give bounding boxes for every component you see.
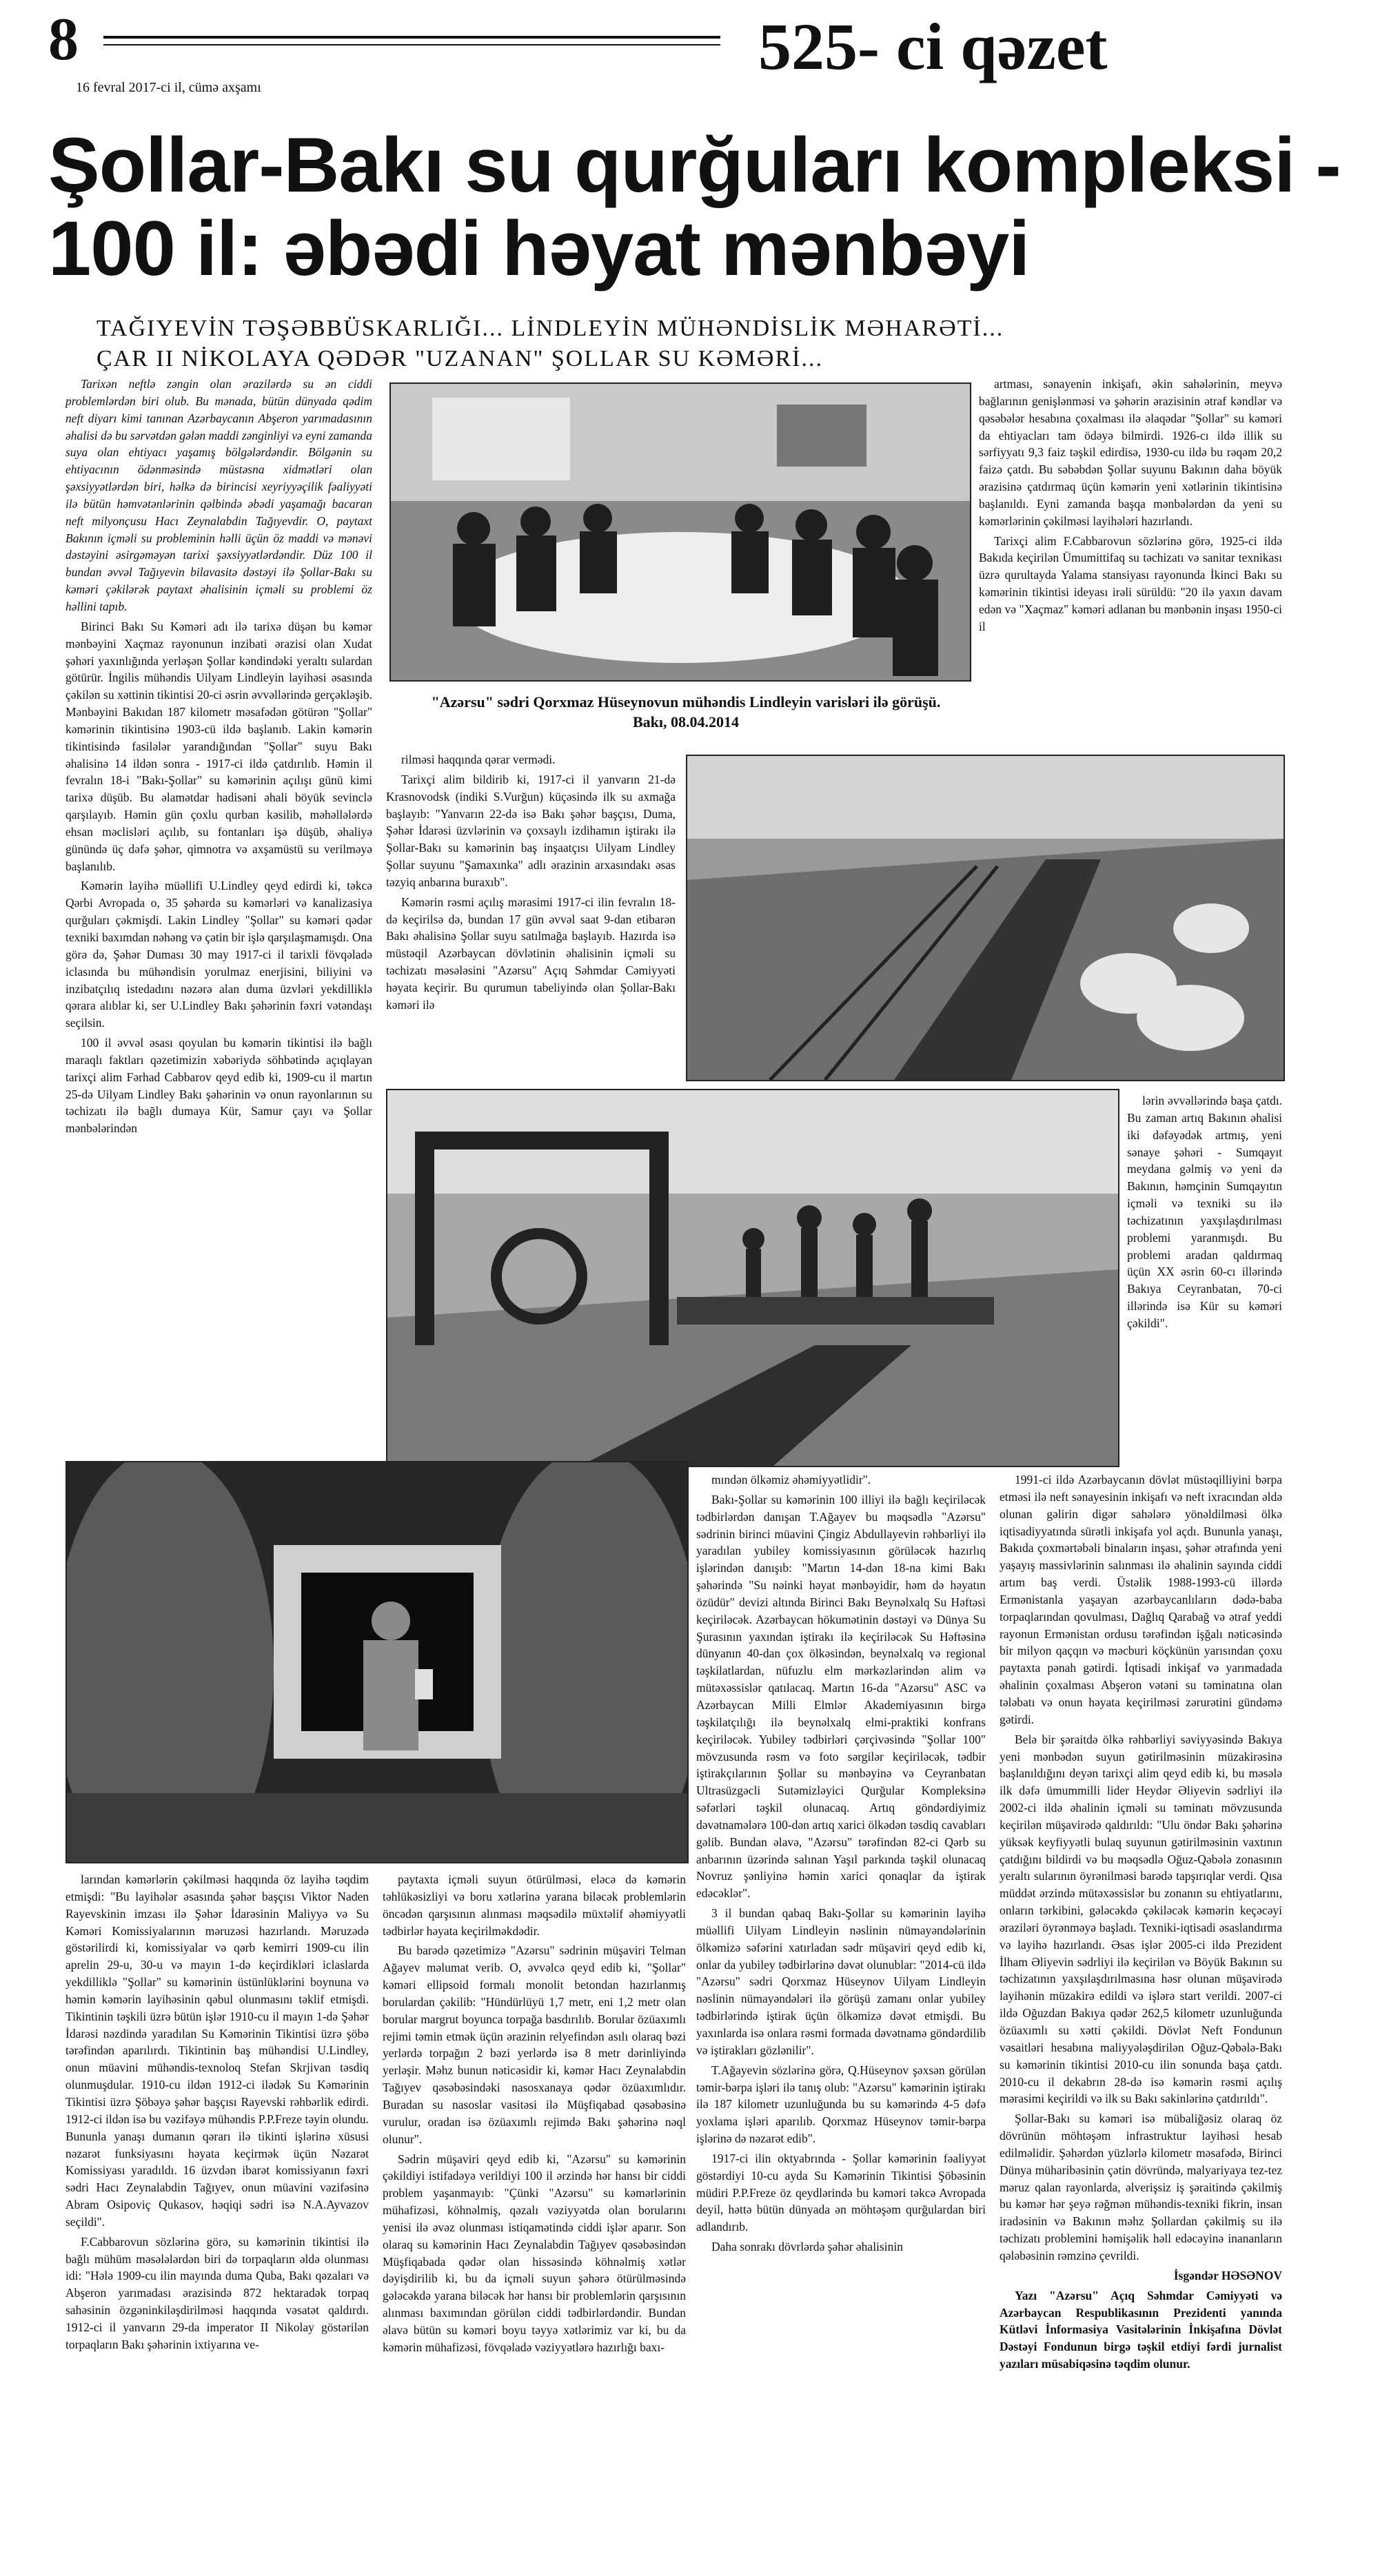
paragraph: lərin əvvəllərində başa çatdı. Bu zaman artıq Bakının əhalisi iki dəfəyədək artmış, yeni sənaye şəhəri - Sumqayıt meydana gəlmiş və yeni də Bakının, həmçinin Sumqayıtın içməli və texniki su ilə təchizatının yaxşılaşdırılması problemi yaranmışdı. Bu problemi aradan qaldırmaq üçün XX əsrin 60-cı illərində Bakıya Ceyranbatan, 70-ci illərində isə Kür su kəməri çəkildi".: [1127, 1094, 1282, 1330]
paragraph: Şollar-Bakı su kəməri isə mübaliğəsiz olaraq öz dövrünün möhtəşəm infrastruktur layihəsi hesab edilməlidir. Şəhərdən yüzlərlə kilometr məsafədə, Birinci Dünya müharibəsinin çətin dövründə, malyariyaya tez-tez məruz qalan rayonlarda, əlverişsiz iş şəraitində çəkilmiş bu kəmər hər şeyə rəğmən mühəndis-texniki fikrin, insan iradəsinin və Bakının məhz Şollardan çəkilmiş su ilə təchizatı problemini həmişəlik həll edəcəyinə inananların qələbəsinin rəmzinə çevrildi.: [1000, 2112, 1282, 2262]
workers-photo-image: [387, 1090, 1118, 1466]
photo-tunnel-worker: [65, 1461, 689, 1863]
column-5: [383, 1871, 686, 2550]
article-subhead: [97, 314, 1172, 374]
paragraph: larından kəmərlərin çəkilməsi haqqında öz layihə təqdim etmişdi: "Bu layihələr əsasında şəhər başçısı Viktor Naden Rayevskinin imzası ilə Şəhər İdarəsinin Maliyyə və Su Kəməri Komissiyalarının məruzəsi hazırlandı. Məruzədə göstərilirdi ki, komissiyalar və qərb kemirri 1909-cu ilin aprelin 29-u, 30-u və mayın 1-də keçirdikləri iclaslarda yekdilliklə "Şollar" su kəmərinin üstünlüklərini boynuna və həmin kəmərin layihəsinin qəbul olunmasını təklif etmişdi. Tikintinin təşkili üzrə bütün işlər 1910-cu il mayın 1-də Şəhər İdarəsi nəzdində yaradılan Su Kəmərinin Tikintisi üzrə şöbə tərəfindən aparılırdı. Tikintinin baş mühəndisi U.Lindley, onun müavini mühəndis-texnoloq Stefan Skrjivan təsdiq olunmuşdular. 1910-cu ildən 1912-ci ilədək Su Kəmərinin Tikintisi üzrə Şöbəyə şəhər başçısı Rayevski rəhbərlik edirdi. 1912-ci ildən isə bu vəzifəyə mühəndis P.P.Freze təyin olundu. Bununla yanaşı dumanın qərarı ilə tikinti işlərinə xüsusi nəzarət funksiyasını həyata keçirmək üçün Nəzarət Komissiyası yaradıldı. 16 üzvdən ibarət komissiyanın fəxri sədri Hacı Zeynalabdin Tağıyev, onun müavini vəzifəsinə Abram Osipoviç Qukasov, həqiqi sədri isə N.A.Ayvazov seçildi".: [65, 1872, 369, 2229]
paragraph: Tarixçi alim bildirib ki, 1917-ci il yanvarın 21-də Krasnovodsk (indiki S.Vurğun) küçəsində ilk su axmağa başlayıb: "Yanvarın 22-də isə Bakı şəhər başçısı, Duma, Şəhər İdarəsi üzvlərinin və çoxsaylı izdihamın iştirakı ilə Şollar-Bakı su kəmərinin baş inşaatçısı Uilyam Lindley Şollar suyunu "Şamaxınka" adlı ərazinin arxasındakı əsas təzyiq anbarına buraxıb".: [386, 772, 676, 889]
column-4: [65, 1871, 369, 2550]
paragraph: 1991-ci ildə Azərbaycanın dövlət müstəqilliyini bərpa etməsi ilə neft sənayesinin inkişafı və neft ixracından əldə olunan gəlirin digər sahələrə yönəldilməsi ölkə iqtisadiyyatında sürətli inkişafa yol açdı. Bununla yanaşı, Bakıda çoxmərtəbəli binaların inşası, şəhər ətrafında yeni yaşayış massivlərinin salınması ilə əhalinin sayında ciddi artım baş verdi. Üstəlik 1988-1993-cü illərdə Ermənistanla yaşayan azərbaycanlıların dədə-baba torpaqlarından qovulması, Dağlıq Qarabağ və ətraf yeddi rayonun Ermənistan ordusu tərəfindən işğalı nəticəsində bir milyon qaçqın və məcburi köçkünün yarısından çoxu paytaxta pənah gətirdi. İqtisadi inkişaf və yarımadada əhalinin çoxalması Abşeron vətəni su təminatına olan tələbatı və onun həyata keçirilməsi zərurətini gündəmə gətirdi.: [1000, 1473, 1282, 1726]
article-footnote: Yazı "Azərsu" Açıq Səhmdar Cəmiyyəti və Azərbaycan Respublikasının Prezidenti yanında Kütləvi İnformasiya Vasitələrinin İnkişafına Dövlət Dəstəyi Fondunun birgə təşkil etdiyi fərdi jurnalist yazıları müsabiqəsinə təqdim olunur.: [1000, 2288, 1282, 2371]
paragraph: Sədrin müşaviri qeyd edib ki, "Azərsu" su kəmərinin çəkildiyi istifadəyə verildiyi 100 il ərzində hər hansı bir ciddi problem yaşanmayıb: "Çünki "Azərsu" su kəmərlərinin mühafizəsi, köhnəlmiş, qəzalı vəziyyətdə olan borularını yenisi ilə əvəz olunması istiqamətində ciddi işlər aparır. Son olaraq su kəmərinin Hacı Zeynalabdin Tağıyev qəsəbəsindən Müşfiqabada qədər olan hissəsində köhnəlmiş xətlər dəyişdirilib ki, bu da içməli suyun şəhərə ötürülməsində gələcəkdə yarana biləcək hər hansı bir problemlərin qarşısının alınması baxımından görülən ciddi tədbirlərdəndir. Bundan əlavə bütün su kəməri boyu təyyə xətlərimiz var ki, bu da kəmərin mühafizəsi, fövqəladə vəziyyətlərə hazırlığı baxı-: [383, 2151, 686, 2354]
photo-workers-machinery: [386, 1089, 1119, 1467]
header-rule: [103, 36, 720, 39]
photo-meeting: [389, 382, 971, 682]
paragraph: Bakı-Şollar su kəmərinin 100 illiyi ilə bağlı keçiriləcək tədbirlərdən danışan T.Ağayev bu məqsədlə "Azərsu" sədrinin birinci müavini Çingiz Abdullayevin rəhbərliyi ilə yaradılan yubiley komissiyasının görüləcək hazırlıq işlərindən danışıb: "Martın 14-dən 18-na kimi Bakı şəhərində "Su nəinki həyat mənbəyidir, həm də həyatın özüdür" devizi altında Birinci Bakı Beynəlxalq Su Həftəsi keçiriləcək. Azərbaycan hökumətinin dəstəyi və Dünya Su Şurasının yaxından iştirakı ilə keçiriləcək Su Həftəsinə dünyanın 40-dan çox ölkəsindən, beynəlxalq və regional təşkilatlardan, nüfuzlu elm mərkəzlərindən alim və mütəxəssislər qatılacaq. Martın 16-da "Azərsu" ASC və Azərbaycan Milli Elmlər Akademiyasının birgə təşkilatçılığı ilə beynəlxalq elmi-praktiki konfrans keçiriləcək. Yubiley tədbirləri çərçivəsində "Şollar 100" mövzusunda rəsm və foto sərgilər keçiriləcək, tədbir iştirakçılarının Şollar su mənbəyinə və Ceyranbatan Ultrasüzgəcli Sutəmizləyici Qurğular Kompleksinə səfərləri təşkil olunacaq. Artıq göndərdiyimiz dəvətnamələrə 100-dən artıq xarici ölkədən təsdiq cavabları gəlib. Bundan əlavə, "Azərsu" tərəfindən 82-ci Qərb su anbarının üzərində salınan Yaşıl parkında təşkil olunacaq Novruz şənliyinə həmin xarici qonaqlar da iştirak edəcəklər".: [696, 1492, 986, 1901]
article-intro: Tarixən neftlə zəngin olan ərazilərdə su ən ciddi problemlərdən biri olub. Bu mənada, bütün dünyada qədim neft diyarı kimi tanınan Azərbaycanın Abşeron yarımadasının əhalisi də bu sərvətdən gələn maddi zənginliyi və eyni zamanda suya olan ehtiyacı yaşamış bölgələrdəndir. Bölgənin su ehtiyacının ödənməsində müstəsna xidmətləri olan şəxsiyyətlərdən biri, həlkə də birincisi xeyriyyəçilik fəaliyyəti ilə bütün həmvətənlərinin qəlbində əbədi yaşamağı bacaran neft milyonçusu Hacı Zeynalabdin Tağıyevdir. O, paytaxt Bakının içməli su probleminin həlli üçün öz maddi və mənəvi dəstəyini əsirgəməyən tarixi şəxsiyyətlərdəndir. Düz 100 il bundan əvvəl Tağıyevin bilavasitə dəstəyi ilə Şollar-Bakı su kəməri çəkilərək paytaxt əhalisinin içməli su problemi öz həllini tapıb.: [65, 377, 372, 613]
tunnel-photo-image: [67, 1462, 687, 1862]
paragraph: Daha sonrakı dövrlərdə şəhər əhalisinin: [711, 2240, 903, 2254]
article-headline: Şollar-Bakı su qurğuları kompleksi - 100 il: əbədi həyat mənbəyi: [48, 122, 1341, 292]
trench-photo-image: [687, 756, 1284, 1080]
paragraph: T.Ağayevin sözlərinə görə, Q.Hüseynov şəxsən görülən təmir-bərpa işləri ilə tanış olub: "Azərsu" kəmərinin iştirakı ilə 187 kilometr uzunluğunda bu su kəmərində 4-5 dəfə yoxlama işləri aparılıb. Qorxmaz Hüseynov təmir-bərpa işlərinə də nəzarət edib".: [696, 2063, 986, 2146]
meeting-photo-image: [391, 384, 970, 680]
column-2b: [696, 1471, 986, 2546]
paragraph: F.Cabbarovun sözlərinə görə, su kəmərinin tikintisi ilə bağlı mühüm məsələlərdən biri də torpaqların əldə olunması idi: "Hələ 1909-cu ilin mayında duma Quba, Bakı qəzaları və Abşeron yarımadası ərazisində 872 hektaradək torpaq sahəsinin özgəninkiləşdirilməsi haqqında vəsatət qaldırdı. 1912-ci il yanvarın 29-da imperator II Nikolay göstərilən torpaqların Bakı şəhərinin ixtiyarına ve-: [65, 2234, 369, 2351]
paragraph: Tarixçi alim F.Cabbarovun sözlərinə görə, 1925-ci ildə Bakıda keçirilən Ümumittifaq su təchizatı və sanitar texnikası üzrə qurultayda Yalama stansiyası rayonunda İkinci Bakı su kəmərinin tikintisi ideyası irəli sürüldü: "20 ilə yaxın davam edən və "Xaçmaz" kəməri adlanan bu mənbənin inşası 1950-ci il: [979, 533, 1282, 633]
column-3: [979, 376, 1282, 755]
subhead-line-2: ÇAR II NİKOLAYA QƏDƏR "UZANAN" ŞOLLAR SU KƏMƏRİ...: [97, 345, 823, 371]
photo-caption: "Azərsu" sədri Qorxmaz Hüseynovun mühəndis Lindleyin varisləri ilə görüşü. Bakı, 08.04.2014: [431, 693, 941, 730]
paragraph: rilməsi haqqında qərar vermədi.: [401, 753, 556, 766]
subhead-line-1: TAĞIYEVİN TƏŞƏBBÜSKARLIĞI... LİNDLEYİN MÜHƏNDİSLİK MƏHARƏTİ...: [97, 316, 1004, 341]
column-3-lower: [1000, 1471, 1282, 2546]
paragraph: Bu barədə qəzetimizə "Azərsu" sədrinin müşaviri Telman Ağayev məlumat verib. O, əvvəlcə qeyd edib ki, "Şollar" kəməri ellipsoid formalı monolit betondan hazırlanmış borulardan çəkilib: "Hündürlüyü 1,7 metr, eni 1,2 metr olan borular margrut boyunca torpağa basdırılıb. Borular özüaxımlı rejimi təmin etmək üçün ərazinin relyefindən asılı olaraq bəzi yerlərdə torpağın 2 bəzi yerlərdə isə 8 metr dərinliyində yerləşir. Məhz bunun nəticəsidir ki, kəmər Hacı Zeynalabdin Tağıyev qəsəbəsindəki nasosxanaya qədər özüaxımlıdır. Buradan su nasoslar vasitəsi ilə Müşfiqabad qəsəbəsinə vurulur, oradan isə özüaxımlı rejimdə Bakı şəhərinə nəql olunur".: [383, 1943, 686, 2146]
photo-pipeline-trench: [686, 755, 1285, 1081]
author-signature: İsgəndər HƏSƏNOV: [1173, 2268, 1282, 2282]
column-3-continued: [1127, 1092, 1282, 1464]
paragraph: 3 il bundan qabaq Bakı-Şollar su kəmərinin layihə müəllifi Uilyam Lindleyin nəslinin nümayəndələrinin ölkəmizə səfərini xatırladan sədr müşaviri qeyd edib ki, onlar da yubiley tədbirlərinə dəvət olunublar: "2014-cü ildə "Azərsu" sədri Qorxmaz Hüseynov Uilyam Lindleyin nəslinin nümayəndələri ilə görüşü zamanı onlar yubiley tədbirlərində iştirak üçün ölkəmizə dəvət etmişdi. Bu yaxınlarda isə onlara rəsmi formada dəvətnamə göndərdilib və iştirakları gözlənilir".: [696, 1906, 986, 2057]
newspaper-name: 525- ci qəzet: [758, 10, 1108, 83]
paragraph: Belə bir şəraitdə ölkə rəhbərliyi səviyyəsində Bakıya yeni mənbədən suyun gətirilməsinin müzakirəsinə başlanıldığını deyən tarixçi alim qeyd edib ki, bu məsələ ilk dəfə ümummilli lider Heydər Əliyevin sədrliyi ilə 2002-ci ildə əhalinin içməli su təminatı mövzusunda keçirilən müşavirədə qaldırıldı: "Ulu öndər Bakı şəhərinə yüksək keyfiyyətli bulaq suyunun gətirilməsinin vaxtının çatdığını bildirdi və bu məqsədlə Oğuz-Qəbələ zonasının yeraltı sularının öyrənilməsi barədə tapşırıqlar verdi. Qısa müddət ərzində mütəxəssislər bu zonanın su ehtiyatlarını, onların tərkibini, gələcəkdə çəkiləcək kəmərin keçəcəyi əraziləri öyrənməyə başladı. Texniki-iqtisadi əsaslandırma və layihə hazırlandı. Əsas işlər 2005-ci ildə Prezident İlham Əliyevin sədrliyi ilə keçirilən və Böyük Bakının su təchizatının yaxşılaşdırılmasına həsr olunan müşavirədə layihənin müzakirə edildi və işlərə start verildi. 2007-ci ildə Oğuzdan Bakıya qədər 262,5 kilometr uzunluğunda özüaxımlı su xətti çəkildi. Dövlət Neft Fondunun vəsaitləri hesabına maliyyələşdirilən Oğuz-Qəbələ-Bakı su kəmərinin tikintisi 2010-cu ilin sonunda başa çatdı. 2010-cu il dekabrın 28-də isə kəmərin rəsmi açılış mərasimi keçirildi və ilk su Bakı sakinlərinə çatdırıldı".: [1000, 1732, 1282, 2106]
paragraph: Kəmərin layihə müəllifi U.Lindley qeyd edirdi ki, təkcə Qərbi Avropada o, 35 şəhərdə su kəmərləri və kanalizasiya qurğuları çəkmişdi. Lakin Lindley "Şollar" su kəməri qədər texniki baxımdan nəhəng və çətin bir işlə qarşılaşmamışdı. Ona görə də, Şəhər Duması 30 may 1917-ci il tarixli fövqəladə iclasında bu mühəndisin yorulmaz enerjisini, biliyini və inzibatçılıq istedadını nəzərə alan duma üzvləri yekdilliklə qərara alıblar ki, ser U.Lindley Bakı şəhərinin fəxri vətəndaşı seçilsin.: [65, 879, 372, 1030]
paragraph: 100 il əvvəl əsası qoyulan bu kəmərin tikintisi ilə bağlı maraqlı faktları qəzetimizin xəbəriydə söhbətində açıqlayan tarixçi alim Fərhad Cabbarov qeyd edib ki, 1909-cu il martın 25-də Uilyam Lindley Bakı şəhərinin və onun rayonlarının su təchizatı ilə bağlı dumaya Kür, Samur çayı və Şollar mənbələrindən: [65, 1036, 372, 1136]
paragraph: paytaxta içməli suyun ötürülməsi, eləcə də kəmərin təhlükəsizliyi və boru xətlərinə yarana biləcək problemlərin öncədən qarşısının alınması məqsədilə müxtəlif əhəmiyyətli tədbirlər həyata keçirilməkdədir.: [383, 1872, 686, 1938]
paragraph: Birinci Bakı Su Kəməri adı ilə tarixə düşən bu kəmər mənbəyini Xaçmaz rayonunun inzibati ərazisi olan Xudat şəhəri yaxınlığında yerləşən Şollar kəndindəki yeraltı sulardan götürür. İngilis mühəndis Uilyam Lindleyin layihəsi əsasında çəkilən su xəttinin tikintisi 20-ci əsrin əvvəllərində gerçəkləşib. Mənbəyini Bakıdan 187 kilometr məsafədən götürən "Şollar" kəmərinin tikintisinə 1903-cü ildə başlanıb. Lakin kəmərin tikintisində fasilələr yarandığından "Şollar" suyu Bakı əhalisinə 14 ildən sonra - 1917-ci ildə çatdırılıb. Həmin il fevralın 18-i "Bakı-Şollar" su kəmərinin açılışı günü kimi tarixə düşüb. Bu əlamətdar hadisəni əhali böyük sevinclə qarşılayıb. Həmin gün çoxlu qurban kəsilib, məhəllələrdə ehsan məclisləri açılıb, su fontanları işə düşüb, əhaliyə günündə üç dəfə şəhər, qimnotra və axşamüstü su verilməyə başlanılıb.: [65, 619, 372, 873]
paragraph: Kəmərin rəsmi açılış mərasimi 1917-ci ilin fevralın 18-də keçirilsə də, bundan 17 gün əvvəl saat 9-dan etibarən Bakı əhalisinə Şollar suyu satılmağa başlayıb. Hazırda isə müstəqil Azərbaycan dövlətinin əhalisinin içməli su təchizatı məsələsini "Azərsu" Açıq Səhmdar Cəmiyyəti həyata keçirir. Bu qurumun tabeliyində olan Şollar-Bakı kəməri ilə: [386, 895, 676, 1012]
paragraph: mındən ölkəmiz əhəmiyyətlidir".: [711, 1473, 871, 1486]
paragraph: artması, sənayenin inkişafı, əkin sahələrinin, meyvə bağlarının genişlənməsi və şəhərin ərazisinin ətraf kəndlər və qəsəbələr hesabına çoxalması ilə əlaqədar "Şollar" su kəməri da ehtiyacları tam ödəyə bilmirdi. 1926-cı ildə illik su sərfiyyatı 9,3 faiz təşkil edirdisə, 1930-cu ildə bu rəqəm 20,2 faizə çatdı. Bu səbəbdən Şollar suyunu Bakının daha böyük ərazisinə çatdırmaq üçün kəmərin yeni xətlərinin tikintisinə başlanıldı. Eyni zamanda başqa mənbələrdən da yeni su kəmərlərinin çəkilməsi layihələri hazırlandı.: [979, 377, 1282, 528]
column-1: [65, 376, 372, 1451]
page-number: 8: [48, 6, 79, 73]
issue-date: 16 fevral 2017-ci il, cümə axşamı: [76, 80, 261, 95]
paragraph: 1917-ci ilin oktyabrında - Şollar kəmərinin fəaliyyət göstərdiyi 10-cu ayda Su Kəmərinin Tikintisi Şöbəsinin müdiri P.P.Freze öz qeydlərində bu kəməri təkcə Avropada deyil, həttə bütün dünyada ən möhtəşəm qurğulardan biri adlandırıb.: [696, 2151, 986, 2234]
header-rule-thin: [103, 44, 720, 45]
column-2: [386, 751, 676, 1075]
